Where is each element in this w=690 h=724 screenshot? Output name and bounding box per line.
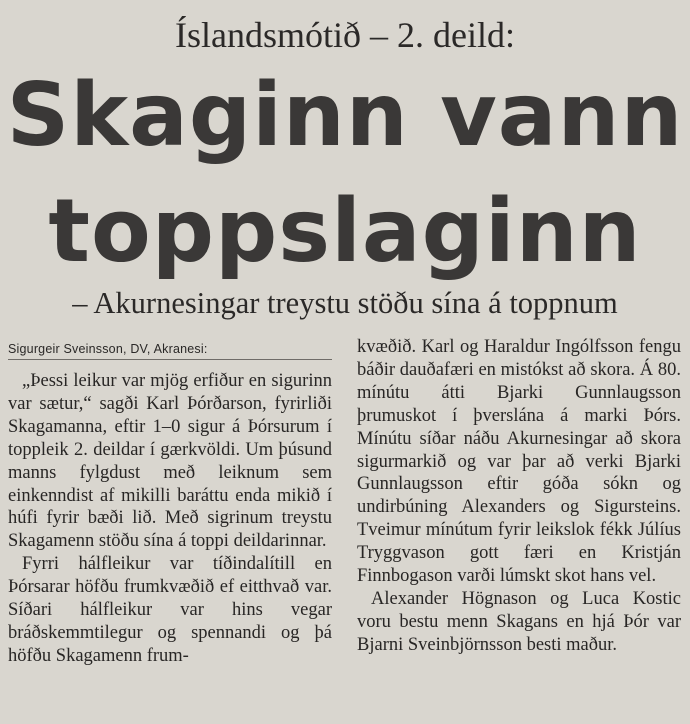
column-right bbox=[357, 336, 681, 657]
paragraph-4: Alexander Högnason og Luca Kostic voru bestu menn Skagans en hjá Þór var Bjarni Sveinbjörnsson besti maður. bbox=[357, 588, 681, 655]
article-subhead: – Akurnesingar treystu stöðu sína á toppnum bbox=[72, 286, 618, 320]
headline-line-1: Skaginn vann bbox=[6, 64, 684, 166]
paragraph-1: „Þessi leikur var mjög erfiður en sigurinn var sætur,“ sagði Karl Þórðarson, fyrirliði Skagamanna, eftir 1–0 sigur á Þórsurum í toppleik 2. deildar í gærkvöldi. Um þúsund manns fylgdust með leiknum sem einkenndist af mikilli baráttu enda mikið í húfi fyrir bæði lið. Með sigrinum treystu Skagamenn stöðu sína á toppi deildarinnar. bbox=[8, 371, 332, 552]
article-kicker: Íslandsmótið – 2. deild: bbox=[175, 15, 515, 55]
paragraph-3: kvæðið. Karl og Haraldur Ingólfsson fengu báðir dauðafæri en mistókst að skora. Á 80. mínútu átti Bjarki Gunnlaugsson þrumuskot í þverslána á marki Þórs. Mínútu síðar náðu Akurnesingar að skora sigurmarkið og var þar að verki Bjarki Gunnlaugsson eftir góða sókn og undirbúning Alexanders og Sigursteins. Tveimur mínútum fyrir leikslok fékk Júlíus Tryggvason gott færi en Kristján Finnbogason varði lúmskt skot hans vel. bbox=[357, 337, 681, 587]
column-left bbox=[8, 336, 332, 668]
paragraph-2: Fyrri hálfleikur var tíðindalítill en Þórsarar höfðu frumkvæðið ef eitthvað var. Síðari hálfleikur var hins vegar bráðskemmtilegur og spennandi og þá höfðu Skagamenn frum- bbox=[8, 554, 332, 666]
byline: Sigurgeir Sveinsson, DV, Akranesi: bbox=[8, 339, 332, 360]
headline-line-2: toppslaginn bbox=[48, 180, 642, 282]
